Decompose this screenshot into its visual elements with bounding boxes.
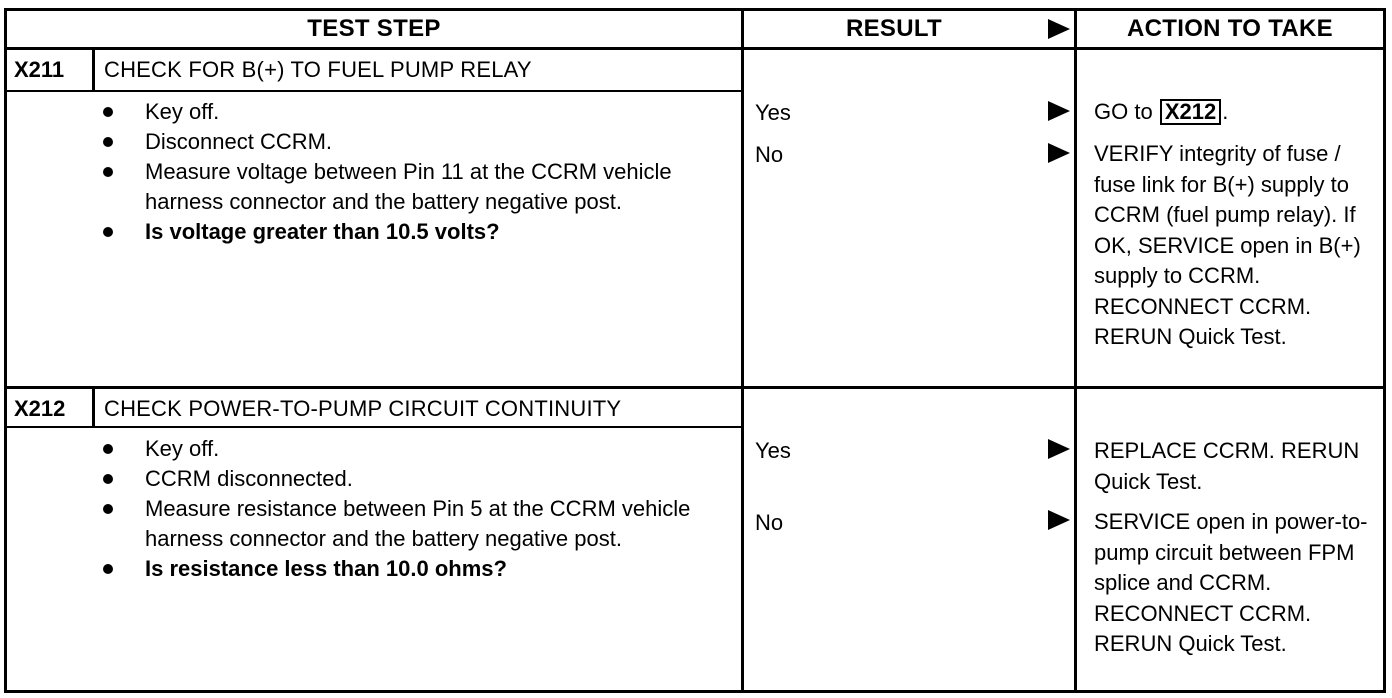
bullet-icon <box>103 137 113 147</box>
bullet-icon <box>103 107 113 117</box>
header-arrow-icon <box>1048 19 1070 39</box>
result-action-divider <box>1074 8 1077 693</box>
x212-action-yes: REPLACE CCRM. RERUN Quick Test. <box>1094 438 1360 494</box>
bullet-icon <box>103 227 113 237</box>
x211-id-divider <box>92 48 95 91</box>
table-bottom-border <box>4 690 1386 693</box>
x212-id-divider <box>92 387 95 428</box>
bullet-icon <box>103 167 113 177</box>
arrow-icon <box>1048 510 1070 530</box>
step-title-x212: CHECK POWER-TO-PUMP CIRCUIT CONTINUITY <box>104 396 622 421</box>
list-item-question: Is resistance less than 10.0 ohms? <box>100 554 720 584</box>
arrow-icon <box>1048 143 1070 163</box>
list-item: Measure resistance between Pin 5 at the CCRM vehicle harness connector and the battery negative post. <box>100 494 720 554</box>
arrow-icon <box>1048 439 1070 459</box>
bullet-icon <box>103 474 113 484</box>
bullet-icon <box>103 564 113 574</box>
x211-result-no: No <box>755 142 784 167</box>
x212-result-yes: Yes <box>755 438 791 463</box>
x211-action-no: VERIFY integrity of fuse / fuse link for B(+) supply to CCRM (fuel pump relay). If OK, SERVICE open in B(+) supply to CCRM. RECONNECT CCRM. RERUN Quick Test. <box>1094 141 1361 349</box>
arrow-icon <box>1048 101 1070 121</box>
x212-action-no: SERVICE open in power-to-pump circuit between FPM splice and CCRM. RECONNECT CCRM. RERUN Quick Test. <box>1094 509 1368 656</box>
step-id-x211: X211 <box>14 57 65 82</box>
step-x211-bullet-list <box>100 97 720 247</box>
list-item: Key off. <box>100 97 720 127</box>
step-title-x211: CHECK FOR B(+) TO FUEL PUMP RELAY <box>104 57 532 82</box>
table-left-border <box>4 8 7 693</box>
header-test-step: TEST STEP <box>307 15 441 42</box>
x211-title-underline <box>4 90 744 92</box>
bullet-icon <box>103 504 113 514</box>
list-item: Disconnect CCRM. <box>100 127 720 157</box>
list-item-question: Is voltage greater than 10.5 volts? <box>100 217 720 247</box>
x212-title-underline <box>4 426 744 428</box>
x212-result-no: No <box>755 510 784 535</box>
step-reference-x212[interactable]: X212 <box>1160 99 1221 125</box>
list-item: Key off. <box>100 434 720 464</box>
list-item: Measure voltage between Pin 11 at the CCRM vehicle harness connector and the battery negative post. <box>100 157 720 217</box>
header-action: ACTION TO TAKE <box>1127 15 1333 42</box>
step-x212-bullet-list <box>100 434 720 584</box>
bullet-icon <box>103 444 113 454</box>
step-id-x212: X212 <box>14 396 66 421</box>
table-right-border <box>1383 8 1386 693</box>
x211-action-yes: GO to X212 . <box>1094 99 1229 124</box>
row-divider <box>4 386 1386 389</box>
step-result-divider <box>741 8 744 693</box>
list-item: CCRM disconnected. <box>100 464 720 494</box>
x211-result-yes: Yes <box>755 100 791 125</box>
header-result: RESULT <box>845 15 943 42</box>
